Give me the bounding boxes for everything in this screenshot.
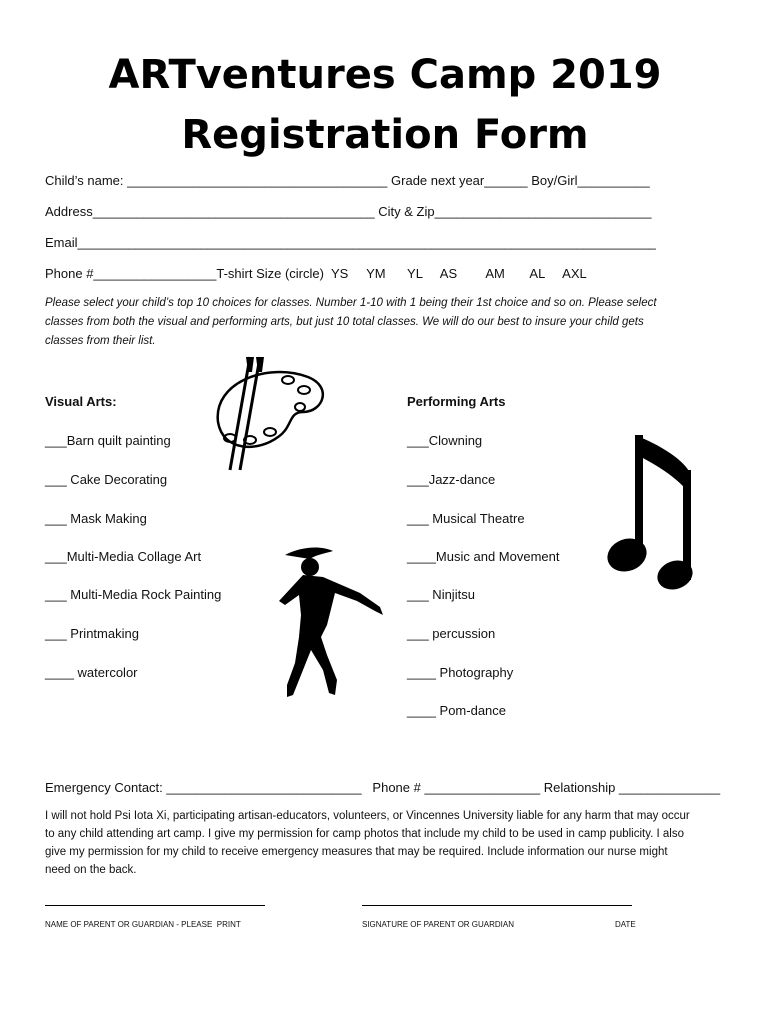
waiver-line: need on the back. [45, 864, 137, 876]
phone-tshirt-field[interactable]: Phone #_________________T-shirt Size (circle) YS YM YL AS AM AL AXL [45, 266, 587, 281]
visual-arts-item[interactable]: ___ Multi-Media Rock Painting [45, 587, 222, 602]
waiver-line: to any child attending art camp. I give my permission for camp photos that include my child to be used in camp publicity. I also [45, 828, 684, 840]
child-name-field[interactable]: Child’s name: ____________________________________ Grade next year______ Boy/Girl__________ [45, 173, 650, 188]
date-label: DATE [615, 920, 636, 929]
email-field[interactable]: Email________________________________________________________________________________ [45, 235, 656, 250]
waiver-text [45, 807, 745, 879]
parent-name-label: NAME OF PARENT OR GUARDIAN - PLEASE PRINT [45, 920, 241, 929]
performing-arts-item[interactable]: ___ Ninjitsu [407, 587, 475, 602]
performing-arts-item[interactable]: ___ percussion [407, 626, 496, 641]
performing-arts-item[interactable]: ___Clowning [407, 433, 483, 448]
parent-name-line[interactable] [45, 905, 265, 906]
waiver-line: give my permission for my child to receive emergency measures that may be required. Include information our nurse might [45, 846, 668, 858]
signature-line[interactable] [362, 905, 632, 906]
instruction-line: Please select your child’s top 10 choices for classes. Number 1-10 with 1 being their 1st choice and so on. Please select [45, 297, 657, 309]
visual-arts-item[interactable]: ___ Cake Decorating [45, 472, 168, 487]
instructions [45, 294, 735, 351]
visual-arts-item[interactable]: ____ watercolor [45, 665, 138, 680]
form-title-line2: Registration Form [181, 112, 589, 158]
music-note-icon [605, 430, 705, 590]
visual-arts-item[interactable]: ___ Printmaking [45, 626, 139, 641]
performing-arts-item[interactable]: ____Music and Movement [407, 549, 560, 564]
visual-arts-header: Visual Arts: [45, 394, 117, 409]
emergency-contact-field[interactable]: Emergency Contact: ___________________________ Phone # ________________ Relationship ______________ [45, 780, 721, 795]
dancer-icon [265, 545, 390, 710]
visual-arts-item[interactable]: ___Multi-Media Collage Art [45, 549, 202, 564]
palette-icon [208, 352, 328, 472]
visual-arts-item[interactable]: ___Barn quilt painting [45, 433, 171, 448]
performing-arts-item[interactable]: ___ Musical Theatre [407, 511, 525, 526]
visual-arts-item[interactable]: ___ Mask Making [45, 511, 147, 526]
instruction-line: classes from their list. [45, 335, 156, 347]
address-field[interactable]: Address_______________________________________ City & Zip______________________________ [45, 204, 652, 219]
waiver-line: I will not hold Psi Iota Xi, participating artisan-educators, volunteers, or Vincennes University liable for any harm that may occur [45, 810, 690, 822]
performing-arts-item[interactable]: ___Jazz-dance [407, 472, 496, 487]
instruction-line: classes from both the visual and performing arts, but just 10 total classes. We will do our best to insure your child gets [45, 316, 644, 328]
form-title-line1: ARTventures Camp 2019 [108, 52, 662, 98]
performing-arts-item[interactable]: ____ Pom-dance [407, 703, 507, 718]
signature-label: SIGNATURE OF PARENT OR GUARDIAN [362, 920, 515, 929]
performing-arts-header: Performing Arts [407, 394, 506, 409]
performing-arts-item[interactable]: ____ Photography [407, 665, 514, 680]
